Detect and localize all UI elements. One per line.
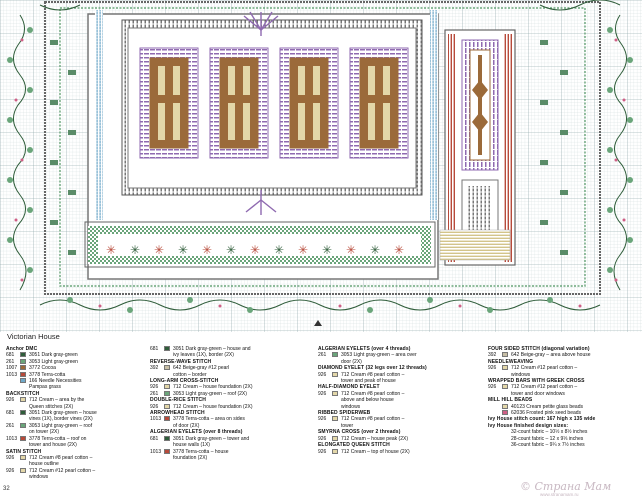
- color-swatch-icon: [164, 384, 170, 389]
- anchor-number: 926: [318, 371, 327, 378]
- color-swatch-icon: [164, 404, 170, 409]
- anchor-number: 926: [488, 365, 497, 372]
- color-swatch-icon: [332, 416, 338, 421]
- legend-text: 3778 Terra-cotta: [29, 371, 66, 378]
- color-swatch-icon: [20, 436, 26, 441]
- color-swatch-icon: [20, 423, 26, 428]
- anchor-number: 926: [150, 403, 159, 410]
- legend-text: foundation (2X): [173, 454, 208, 461]
- legend-heading-text: Ivy House finished design sizes:: [488, 422, 569, 429]
- legend-item: [318, 449, 468, 455]
- legend-text: 712 Cream #8 pearl cotton –: [29, 454, 93, 461]
- color-swatch-icon: [20, 372, 26, 377]
- chart-title: Victorian House: [7, 332, 60, 341]
- color-swatch-icon: [502, 404, 508, 409]
- legend-text: tower and peak of house: [341, 378, 396, 385]
- legend-heading-text: Anchor DMC: [6, 346, 38, 352]
- legend-text: 166 Needle Necessities: [29, 378, 82, 385]
- legend-heading-text: DOUBLE-RICE STITCH: [150, 397, 206, 404]
- legend-heading-text: ELONGATED QUEEN STITCH: [318, 442, 390, 449]
- legend-text: door (2X): [341, 358, 362, 365]
- legend-text: 3772 Cocoa: [29, 365, 56, 372]
- anchor-number: 681: [150, 435, 159, 442]
- legend-text: 3051 Dark gray-green – tower and: [173, 435, 250, 442]
- legend-text: vines (1X), border vines (2X): [29, 416, 93, 423]
- page-number: 32: [3, 486, 10, 492]
- color-swatch-icon: [164, 365, 170, 370]
- svg-text:✳: ✳: [322, 243, 333, 257]
- anchor-number: 926: [6, 454, 15, 461]
- color-swatch-icon: [20, 359, 26, 364]
- color-swatch-icon: [164, 391, 170, 396]
- legend-text: 712 Cream #12 pearl cotton –: [511, 365, 578, 372]
- legend-text: 712 Cream #8 pearl cotton –: [341, 371, 405, 378]
- color-swatch-icon: [502, 410, 508, 415]
- legend-text: 712 Cream – area by the: [29, 397, 85, 404]
- legend-heading-text: MILL HILL BEADS: [488, 397, 533, 404]
- color-swatch-icon: [332, 372, 338, 377]
- legend-text: house walls (1X): [173, 442, 210, 449]
- legend-heading-text: SATIN STITCH: [6, 448, 42, 455]
- legend-text: above and below house: [341, 397, 394, 404]
- color-swatch-icon: [332, 352, 338, 357]
- legend-text: windows: [511, 371, 531, 378]
- color-swatch-icon: [20, 455, 26, 460]
- color-swatch-icon: [332, 436, 338, 441]
- legend-text: 712 Cream #8 pearl cotton –: [341, 416, 405, 423]
- anchor-number: 392: [150, 365, 159, 372]
- anchor-number: 392: [488, 352, 497, 359]
- legend-text: 712 Cream #8 pearl cotton –: [341, 390, 405, 397]
- svg-text:✳: ✳: [370, 243, 381, 257]
- legend-column-1: [6, 346, 146, 481]
- legend-heading-text: REVERSE-WAVE STITCH: [150, 358, 212, 365]
- anchor-number: 926: [318, 435, 327, 442]
- legend-item: [6, 474, 146, 480]
- color-swatch-icon: [20, 352, 26, 357]
- watermark: © Страна Мам: [520, 480, 612, 493]
- legend-heading-text: WRAPPED BARS WITH GREEK CROSS: [488, 378, 585, 385]
- legend-text: 3051 Dark gray-green – house and: [173, 346, 251, 352]
- anchor-number: 926: [150, 384, 159, 391]
- legend-text: 712 Cream – house foundation (2X): [173, 403, 253, 410]
- legend-text: 3051 Dark gray-green – house: [29, 410, 97, 417]
- anchor-number: 1007: [6, 365, 18, 372]
- svg-text:✳: ✳: [154, 243, 165, 257]
- svg-text:✳: ✳: [274, 243, 285, 257]
- color-swatch-icon: [20, 397, 26, 402]
- anchor-number: 261: [6, 358, 15, 365]
- color-swatch-icon: [332, 391, 338, 396]
- legend-text: cotton – border: [173, 371, 207, 378]
- legend-text: tower: [341, 422, 354, 429]
- legend-heading-text: HALF-DIAMOND EYELET: [318, 384, 380, 391]
- legend-text: 712 Cream – house peak (2X): [341, 435, 408, 442]
- legend-text: 3053 Light gray-green – roof (2X): [173, 390, 247, 397]
- svg-text:✳: ✳: [346, 243, 357, 257]
- legend-heading-text: RIBBED SPIDERWEB: [318, 410, 371, 417]
- legend-text: 3053 Light gray-green – area over: [341, 352, 417, 359]
- anchor-number: 1013: [6, 435, 18, 442]
- legend-text: 62036 Frosted pink seed beads: [511, 410, 582, 417]
- legend-text: 712 Cream – house foundation (2X): [173, 384, 253, 391]
- svg-text:✳: ✳: [178, 243, 189, 257]
- color-swatch-icon: [164, 436, 170, 441]
- legend-heading-text: FOUR SIDED STITCH (diagonal variation): [488, 346, 590, 352]
- legend-text: 3053 Light gray-green – roof: [29, 422, 93, 429]
- anchor-number: 261: [150, 390, 159, 397]
- legend-item: [488, 442, 638, 448]
- legend-text: 28-count fabric – 12 x 9⅓ inches: [511, 435, 584, 442]
- legend-text: 3051 Dark gray-green: [29, 352, 78, 359]
- svg-text:✳: ✳: [394, 243, 405, 257]
- legend-text: 36-count fabric – 9¼ x 7½ inches: [511, 442, 585, 449]
- legend-text: 642 Beige-gray #12 pearl: [173, 365, 230, 372]
- legend-text: 642 Beige-gray – area above house: [511, 352, 591, 359]
- anchor-number: 681: [150, 346, 159, 352]
- anchor-number: 926: [318, 390, 327, 397]
- legend-heading-text: LONG-ARM CROSS-STITCH: [150, 378, 219, 385]
- legend-column-4: [488, 346, 638, 449]
- legend-text: on tower (2X): [29, 429, 60, 436]
- legend-text: 712 Cream #12 pearl cotton –: [511, 384, 578, 391]
- svg-text:✳: ✳: [298, 243, 309, 257]
- legend-text: 712 Cream #12 pearl cotton –: [29, 467, 96, 474]
- legend-column-2: [150, 346, 300, 461]
- legend-heading-text: ALGERIAN EYELETS (over 8 threads): [150, 429, 243, 436]
- legend-text: 712 Cream – top of house (2X): [341, 448, 410, 455]
- legend-heading-text: DIAMOND EYELET (32 legs over 12 threads): [318, 365, 427, 372]
- svg-text:✳: ✳: [226, 243, 237, 257]
- anchor-number: 926: [318, 448, 327, 455]
- legend-text: 40123 Cream petite glass beads: [511, 403, 583, 410]
- legend-text: house outline: [29, 461, 59, 468]
- anchor-number: 926: [6, 467, 15, 474]
- color-swatch-icon: [502, 365, 508, 370]
- legend-text: 3778 Terra-cotta – area on sides: [173, 416, 245, 423]
- svg-text:✳: ✳: [106, 243, 117, 257]
- color-swatch-icon: [164, 449, 170, 454]
- color-swatch-icon: [20, 468, 26, 473]
- watermark-url: www.stranamam.ru: [540, 492, 579, 497]
- legend-text: ivy leaves (1X), border (2X): [173, 352, 234, 359]
- legend-text: tower and house (2X): [29, 442, 77, 449]
- color-swatch-icon: [20, 365, 26, 370]
- legend-text: 3778 Terra-cotta – roof on: [29, 435, 87, 442]
- legend-heading-text: ARROWHEAD STITCH: [150, 410, 205, 417]
- legend-column-3: [318, 346, 468, 455]
- anchor-number: 261: [6, 422, 15, 429]
- anchor-number: 1013: [150, 416, 162, 423]
- color-swatch-icon: [332, 449, 338, 454]
- legend-text: windows: [29, 474, 49, 481]
- legend-text: Pampas grass: [29, 384, 61, 391]
- anchor-number: 926: [6, 397, 15, 404]
- legend-text: of door (2X): [173, 422, 200, 429]
- anchor-number: 1013: [6, 371, 18, 378]
- legend-text: 32-count fabric – 10½ x 8½ inches: [511, 429, 588, 436]
- anchor-number: 681: [6, 352, 15, 359]
- legend-heading-text: NEEDLEWEAVING: [488, 358, 534, 365]
- color-swatch-icon: [502, 384, 508, 389]
- legend-text: Queen stitches (2X): [29, 403, 74, 410]
- legend-text: 3778 Terra-cotta – house: [173, 448, 229, 455]
- legend-item: [150, 455, 300, 461]
- legend-heading-text: Ivy House stitch count: 167 high x 135 wide: [488, 416, 596, 423]
- color-swatch-icon: [20, 410, 26, 415]
- legend-heading-text: ALGERIAN EYELETS (over 4 threads): [318, 346, 411, 352]
- legend-text: tower and door windows: [511, 390, 565, 397]
- legend-text: windows: [341, 403, 361, 410]
- anchor-number: 926: [318, 416, 327, 423]
- anchor-number: 926: [488, 384, 497, 391]
- anchor-number: 261: [318, 352, 327, 359]
- legend-heading-text: SMYRNA CROSS (over 2 threads): [318, 429, 401, 436]
- anchor-number: 1013: [150, 448, 162, 455]
- color-swatch-icon: [164, 346, 170, 351]
- color-swatch-icon: [20, 378, 26, 383]
- legend-text: 3053 Light gray-green: [29, 358, 78, 365]
- legend-heading-text: BACKSTITCH: [6, 390, 40, 397]
- color-swatch-icon: [164, 416, 170, 421]
- color-swatch-icon: [502, 352, 508, 357]
- anchor-number: 681: [6, 410, 15, 417]
- svg-text:✳: ✳: [250, 243, 261, 257]
- svg-text:✳: ✳: [202, 243, 213, 257]
- svg-text:✳: ✳: [130, 243, 141, 257]
